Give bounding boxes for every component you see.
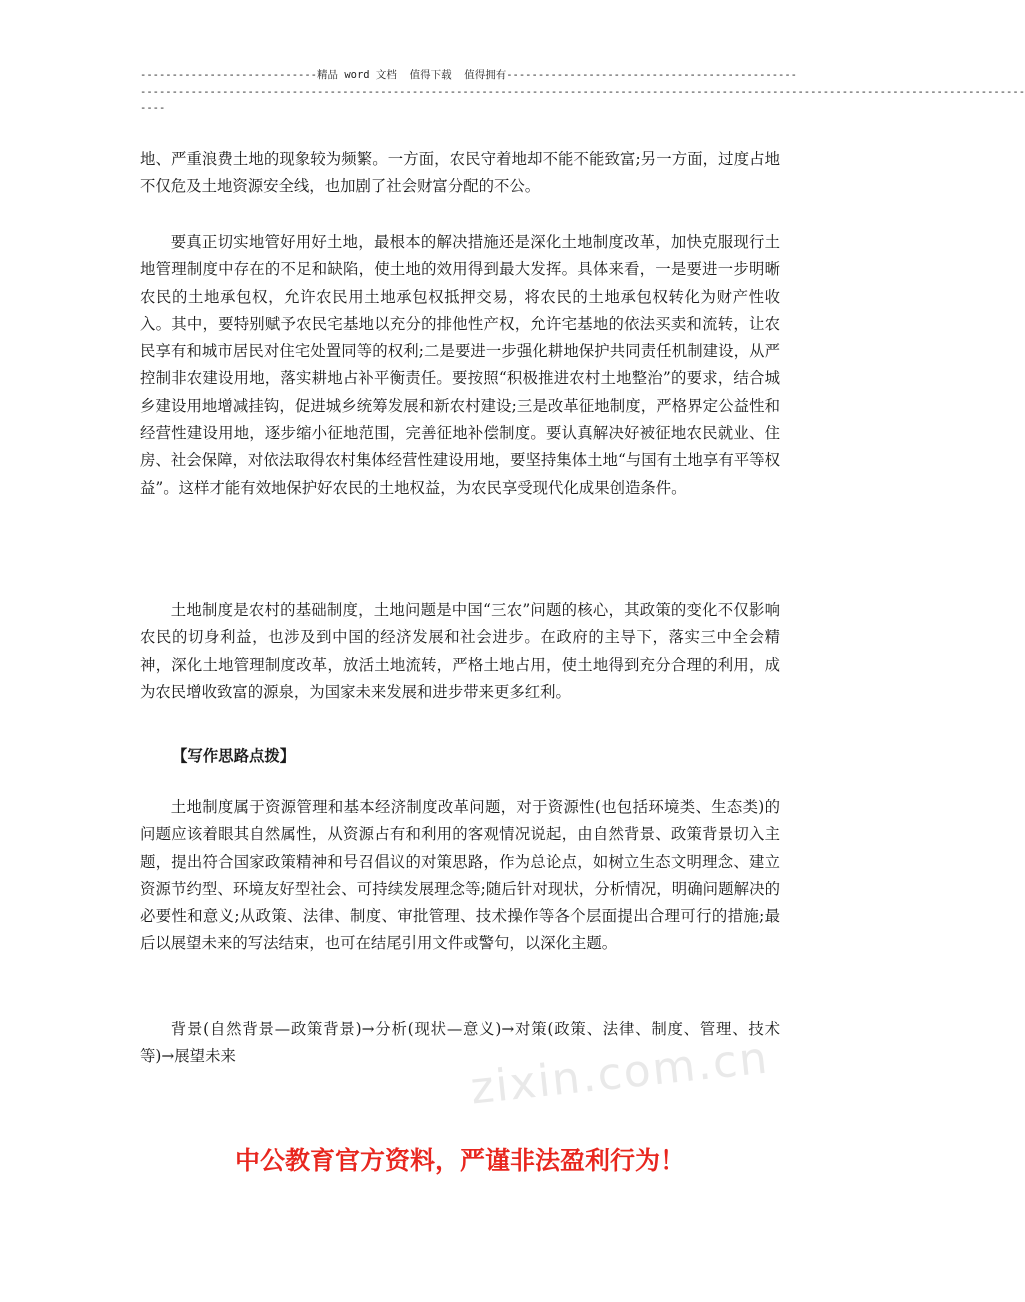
- header-dashed-rule: --------------------------------------------------------------------------------------------------------------------------------------------: [140, 86, 1025, 98]
- paragraph-land-reform-measures: 要真正切实地管好用好土地，最根本的解决措施还是深化土地制度改革，加快克服现行土地管理制度中存在的不足和缺陷，使土地的效用得到最大发挥。具体来看，一是要进一步明晰农民的土地承包权，允许农民用土地承包权抵押交易，将农民的土地承包权转化为财产性收入。其中，要特别赋予农民宅基地以充分的排他性产权，允许宅基地的依法买卖和流转，让农民享有和城市居民对住宅处置同等的权利;二是要进一步强化耕地保护共同责任机制建设，从严控制非农建设用地，落实耕地占补平衡责任。要按照“积极推进农村土地整治”的要求，结合城乡建设用地增减挂钩，促进城乡统筹发展和新农村建设;三是改革征地制度，严格界定公益性和经营性建设用地，逐步缩小征地范围，完善征地补偿制度。要认真解决好被征地农民就业、住房、社会保障，对依法取得农村集体经营性建设用地，要坚持集体土地“与国有土地享有平等权益”。这样才能有效地保护好农民的土地权益，为农民享受现代化成果创造条件。: [140, 233, 780, 497]
- section-title-writing-tips: 【写作思路点拨】: [172, 747, 296, 765]
- paragraph-land-waste: 地、严重浪费土地的现象较为频繁。一方面，农民守着地却不能不能致富;另一方面，过度占地不仅危及土地资源安全线，也加剧了社会财富分配的不公。: [140, 150, 780, 196]
- paragraph-land-system-conclusion: 土地制度是农村的基础制度，土地问题是中国“三农”问题的核心，其政策的变化不仅影响农民的切身利益，也涉及到中国的经济发展和社会进步。在政府的主导下，落实三中全会精神，深化土地管理制度改革，放活土地流转，严格土地占用，使土地得到充分合理的利用，成为农民增收致富的源泉，为国家未来发展和进步带来更多红利。: [140, 601, 780, 701]
- header-divider-line: ----------------------------精品 word 文档 值得下载 值得拥有----------------------------------------------: [140, 69, 798, 81]
- site-watermark: zixin.com.cn: [468, 1032, 772, 1115]
- header-dashed-rule-tail: ----: [140, 102, 166, 114]
- paragraph-writing-outline: 背景(自然背景—政策背景)→分析(现状—意义)→对策(政策、法律、制度、管理、技术等)→展望未来: [140, 1020, 780, 1066]
- footer-copyright-notice: 中公教育官方资料，严谨非法盈利行为！: [234, 1146, 685, 1175]
- paragraph-writing-approach: 土地制度属于资源管理和基本经济制度改革问题，对于资源性(也包括环境类、生态类)的问题应该着眼其自然属性，从资源占有和利用的客观情况说起，由自然背景、政策背景切入主题，提出符合国家政策精神和号召倡议的对策思路，作为总论点，如树立生态文明理念、建立资源节约型、环境友好型社会、可持续发展理念等;随后针对现状，分析情况，明确问题解决的必要性和意义;从政策、法律、制度、审批管理、技术操作等各个层面提出合理可行的措施;最后以展望未来的写法结束，也可在结尾引用文件或警句，以深化主题。: [140, 798, 780, 953]
